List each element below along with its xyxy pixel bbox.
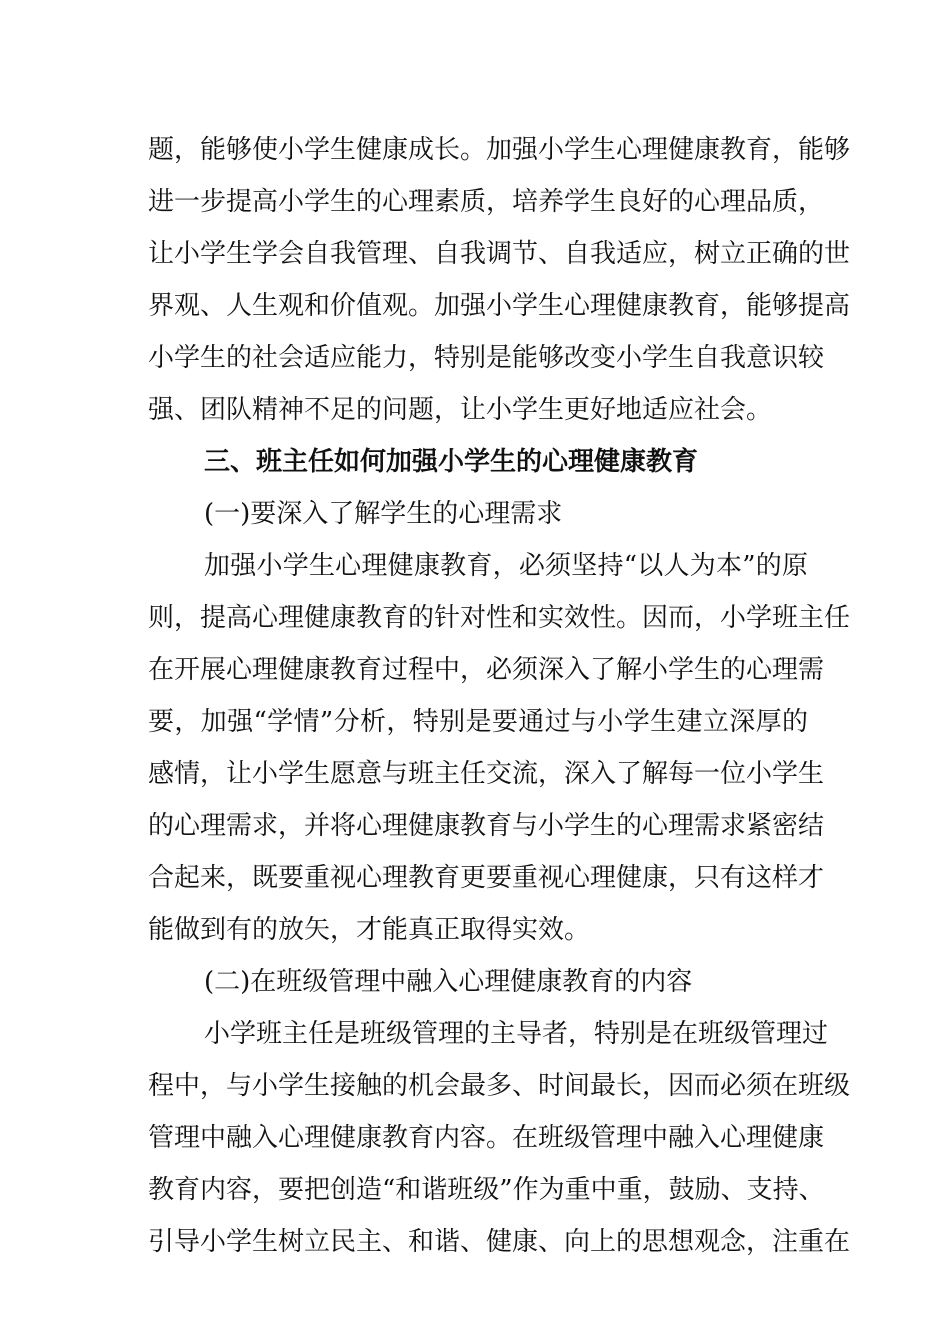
text-line: 能做到有的放矢，才能真正取得实效。	[148, 915, 591, 945]
text-line: 程中，与小学生接触的机会最多、时间最长，因而必须在班级	[148, 1071, 851, 1101]
text-line: 加强小学生心理健康教育，必须坚持“以人为本”的原	[204, 551, 808, 581]
text-line: 的心理需求，并将心理健康教育与小学生的心理需求紧密结	[148, 811, 825, 841]
text-line: 题，能够使小学生健康成长。加强小学生心理健康教育，能够	[148, 135, 851, 165]
subheading-2: (二)在班级管理中融入心理健康教育的内容	[204, 967, 693, 997]
text-line: 要，加强“学情”分析，特别是要通过与小学生建立深厚的	[148, 707, 808, 737]
text-line: 小学班主任是班级管理的主导者，特别是在班级管理过	[204, 1019, 829, 1049]
text-line: 则，提高心理健康教育的针对性和实效性。因而，小学班主任	[148, 603, 851, 633]
section-heading: 三、班主任如何加强小学生的心理健康教育	[204, 447, 699, 477]
paragraph-2	[148, 540, 851, 956]
subheading-1: (一)要深入了解学生的心理需求	[204, 499, 563, 529]
text-line: 合起来，既要重视心理教育更要重视心理健康，只有这样才	[148, 863, 825, 893]
text-line: 进一步提高小学生的心理素质，培养学生良好的心理品质，	[148, 187, 825, 217]
text-line: 感情，让小学生愿意与班主任交流，深入了解每一位小学生	[148, 759, 825, 789]
text-line: 让小学生学会自我管理、自我调节、自我适应，树立正确的世	[148, 239, 851, 269]
text-line: 在开展心理健康教育过程中，必须深入了解小学生的心理需	[148, 655, 825, 685]
text-line: 小学生的社会适应能力，特别是能够改变小学生自我意识较	[148, 343, 825, 373]
text-line: 界观、人生观和价值观。加强小学生心理健康教育，能够提高	[148, 291, 851, 321]
paragraph-1	[148, 124, 851, 436]
text-line: 管理中融入心理健康教育内容。在班级管理中融入心理健康	[148, 1123, 825, 1153]
document-body	[148, 124, 851, 1268]
text-line: 引导小学生树立民主、和谐、健康、向上的思想观念，注重在	[148, 1227, 851, 1257]
text-line: 强、团队精神不足的问题，让小学生更好地适应社会。	[148, 395, 773, 425]
text-line: 教育内容，要把创造“和谐班级”作为重中重，鼓励、支持、	[148, 1175, 825, 1205]
paragraph-3	[148, 1008, 851, 1268]
